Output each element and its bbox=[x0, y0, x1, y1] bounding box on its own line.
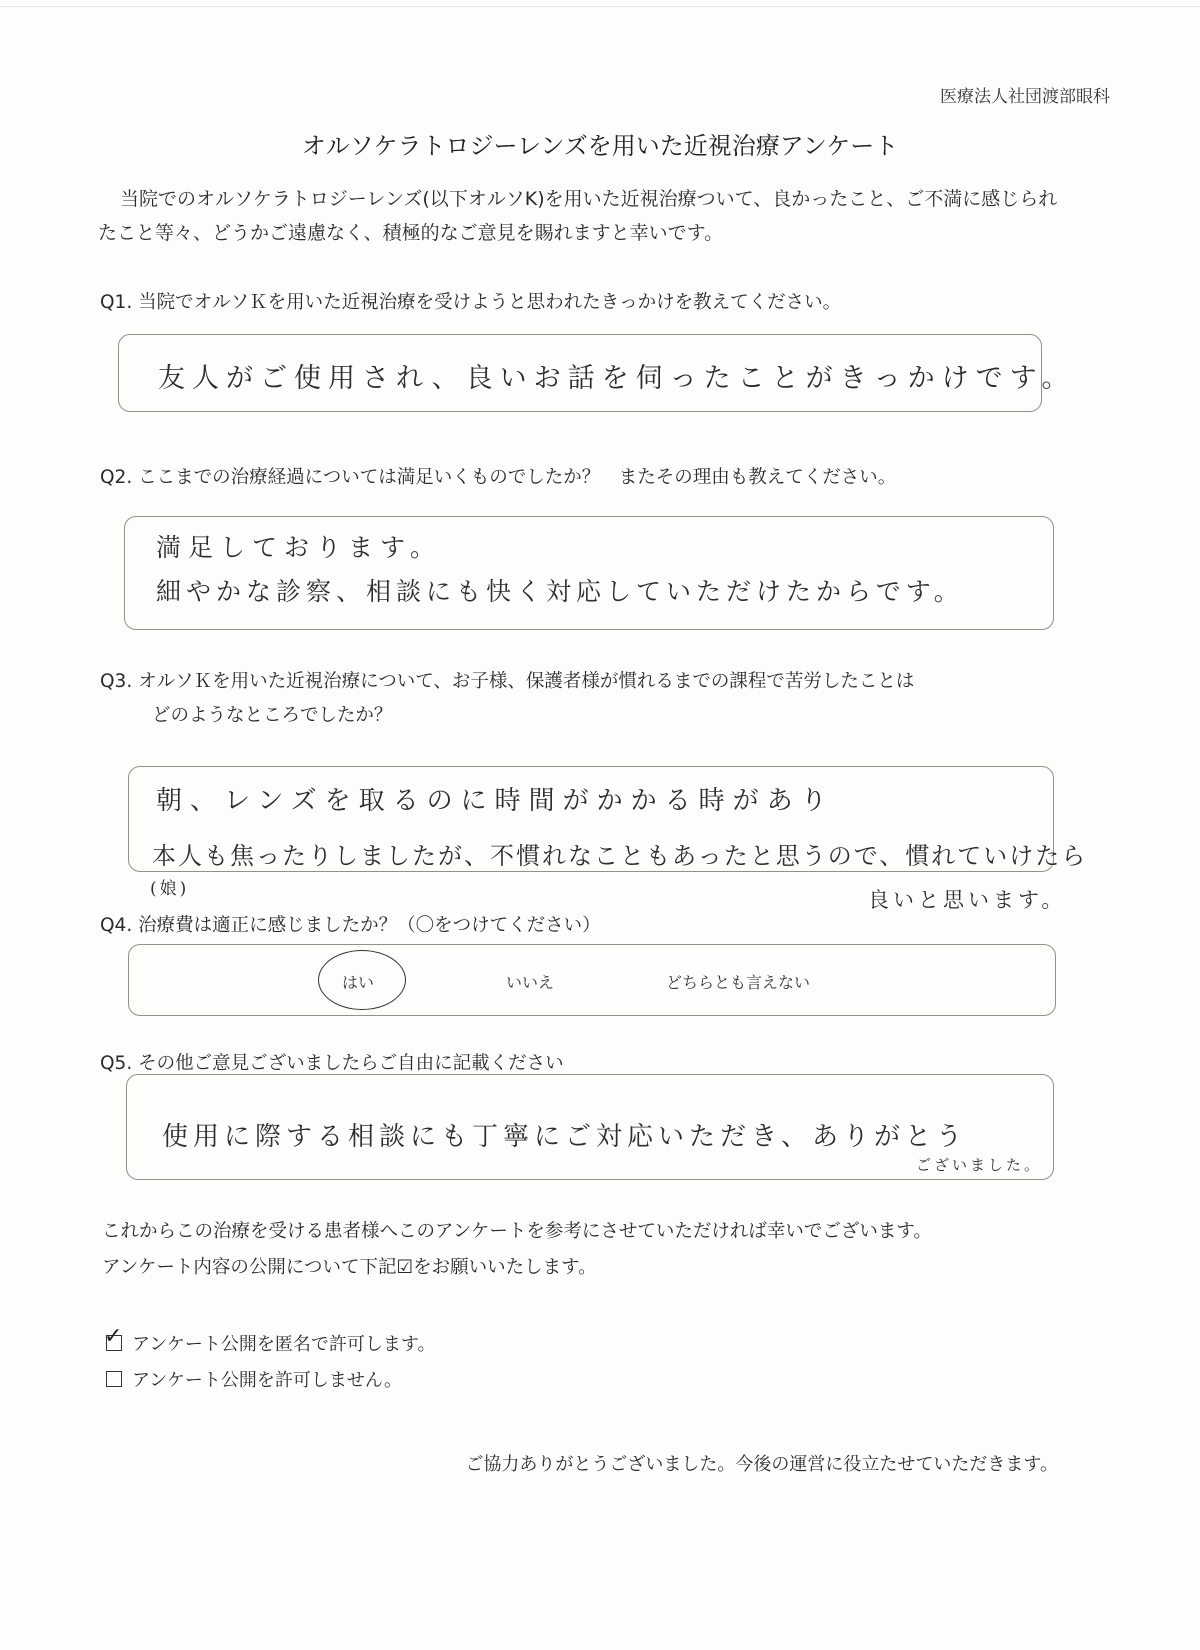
q3-question-line2: どのようなところでしたか？ bbox=[152, 705, 393, 726]
q2-answer-line1: 満足しております。 bbox=[156, 533, 443, 562]
q4-option-no[interactable]: いいえ bbox=[506, 973, 555, 992]
q2-answer-line2: 細やかな診察、相談にも快く対応していただけたからです。 bbox=[156, 577, 964, 606]
q3-answer-note: (娘) bbox=[150, 879, 190, 899]
q4-question: Q4. 治療費は適正に感じましたか？（〇をつけてください） bbox=[100, 915, 601, 936]
q4-answer-box bbox=[128, 944, 1056, 1016]
q3-answer-line3: 良いと思います。 bbox=[868, 888, 1067, 912]
consent-option-decline[interactable] bbox=[106, 1366, 402, 1392]
clinic-name: 医療法人社団渡部眼科 bbox=[940, 87, 1110, 107]
consent-option-anonymous-label: アンケート公開を匿名で許可します。 bbox=[132, 1334, 436, 1355]
q3-answer-line1: 朝、レンズを取るのに時間がかかる時があり bbox=[156, 786, 835, 816]
q3-answer-line2: 本人も焦ったりしましたが、不慣れなこともあったと思うので、慣れていけたら bbox=[152, 842, 1088, 870]
footer-note-line1: これからこの治療を受ける患者様へこのアンケートを参考にさせていただければ幸いでございます。 bbox=[102, 1221, 932, 1242]
survey-title: オルソケラトロジーレンズを用いた近視治療アンケート bbox=[301, 132, 899, 160]
consent-option-decline-label: アンケート公開を許可しません。 bbox=[132, 1370, 402, 1391]
consent-option-anonymous[interactable] bbox=[104, 1324, 436, 1356]
scan-edge bbox=[0, 6, 1200, 7]
checkmark-icon: ✓ bbox=[104, 1324, 123, 1349]
q2-question: Q2. ここまでの治療経過については満足いくものでしたか？ またその理由も教えてください。 bbox=[100, 467, 897, 488]
q5-answer-line2: ございました。 bbox=[916, 1156, 1043, 1174]
intro-text: 当院でのオルソケラトロジーレンズ(以下オルソK)を用いた近視治療ついて、良かったこと、ご不満に感じられたこと等々、どうかご遠慮なく、積極的なご意見を賜れますと幸いです。 bbox=[98, 188, 1058, 244]
checkbox-checked[interactable] bbox=[104, 1324, 123, 1351]
footer-note-line2: アンケート内容の公開について下記☑をお願いいたします。 bbox=[102, 1257, 597, 1278]
thanks-text: ご協力ありがとうございました。今後の運営に役立たせていただきます。 bbox=[465, 1454, 1058, 1475]
q1-question: Q1. 当院でオルソＫを用いた近視治療を受けようと思われたきっかけを教えてください。 bbox=[100, 292, 842, 313]
q1-answer: 友人がご使用され、良いお話を伺ったことがきっかけです。 bbox=[158, 363, 1076, 394]
q3-question-line1: Q3. オルソＫを用いた近視治療について、お子様、保護者様が慣れるまでの課程で苦労したことは bbox=[100, 671, 915, 692]
q5-question: Q5. その他ご意見ございましたらご自由に記載ください bbox=[100, 1053, 564, 1074]
checkbox-unchecked[interactable] bbox=[106, 1371, 122, 1387]
q4-option-yes[interactable]: はい bbox=[342, 973, 375, 992]
q5-answer-line1: 使用に際する相談にも丁寧にご対応いただき、ありがとう bbox=[162, 1122, 967, 1152]
q4-option-neither[interactable]: どちらとも言えない bbox=[666, 973, 811, 992]
